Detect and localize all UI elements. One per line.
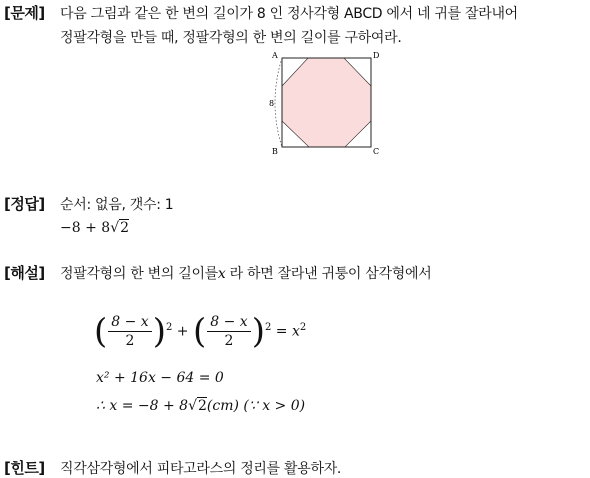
octagon-shape — [282, 58, 371, 147]
eq3-root: 2 — [197, 398, 207, 414]
hint-tag: [힌트] — [4, 459, 45, 477]
solution-intro-pre: 정팔각형의 한 변의 길이를 — [60, 266, 218, 282]
solution-equation-2: x² + 16x − 64 = 0 — [96, 370, 224, 386]
answer-meta: 순서: 없음, 갯수: 1 — [60, 197, 174, 213]
solution-tag: [해설] — [4, 264, 45, 282]
solution-intro-var: x — [217, 266, 226, 282]
eq1-tail: = x — [275, 323, 300, 340]
eq1-frac1-den: 2 — [125, 333, 135, 349]
vertex-label-d: D — [373, 51, 380, 60]
problem-text-line1: 다음 그림과 같은 한 변의 길이가 8 인 정사각형 ABCD 에서 네 귀를 잘라내어 — [60, 6, 518, 22]
solution-intro — [60, 263, 431, 283]
eq1-frac2-den: 2 — [224, 333, 234, 349]
eq1-frac2-num: 8 − x — [207, 314, 250, 332]
answer-value: −8 + 8√2 — [60, 220, 130, 236]
eq3-post: (cm) (∵ x > 0) — [206, 398, 306, 414]
eq1-frac1-num: 8 − x — [108, 314, 151, 332]
solution-intro-post: 라 하면 잘라낸 귀퉁이 삼각형에서 — [225, 266, 432, 282]
vertex-label-a: A — [272, 51, 278, 60]
eq3-pre: ∴ x = −8 + 8 — [96, 398, 189, 414]
vertex-label-b: B — [272, 147, 278, 156]
answer-value-root: 2 — [120, 220, 130, 236]
vertex-label-c: C — [373, 147, 380, 156]
solution-equation-1: ( $\frac{8 - x}{2}$ )$^2$ + ( $\frac{8 - x}{2}$ )$^2 = x^2$ — [94, 311, 307, 352]
solution-equation-3: ∴ x = −8 + 8√2(cm) (∵ x > 0) — [96, 398, 306, 414]
side-label: 8 — [269, 99, 275, 108]
side-length-brace — [275, 58, 282, 147]
answer-value-prefix: −8 + 8 — [60, 220, 111, 236]
problem-text-line2: 정팔각형을 만들 때, 정팔각형의 한 변의 길이를 구하여라. — [60, 30, 402, 46]
problem-tag: [문제] — [4, 4, 45, 22]
octagon-figure — [266, 48, 386, 158]
hint-text: 직각삼각형에서 피타고라스의 정리를 활용하자. — [60, 461, 342, 477]
answer-tag: [정답] — [4, 195, 45, 213]
